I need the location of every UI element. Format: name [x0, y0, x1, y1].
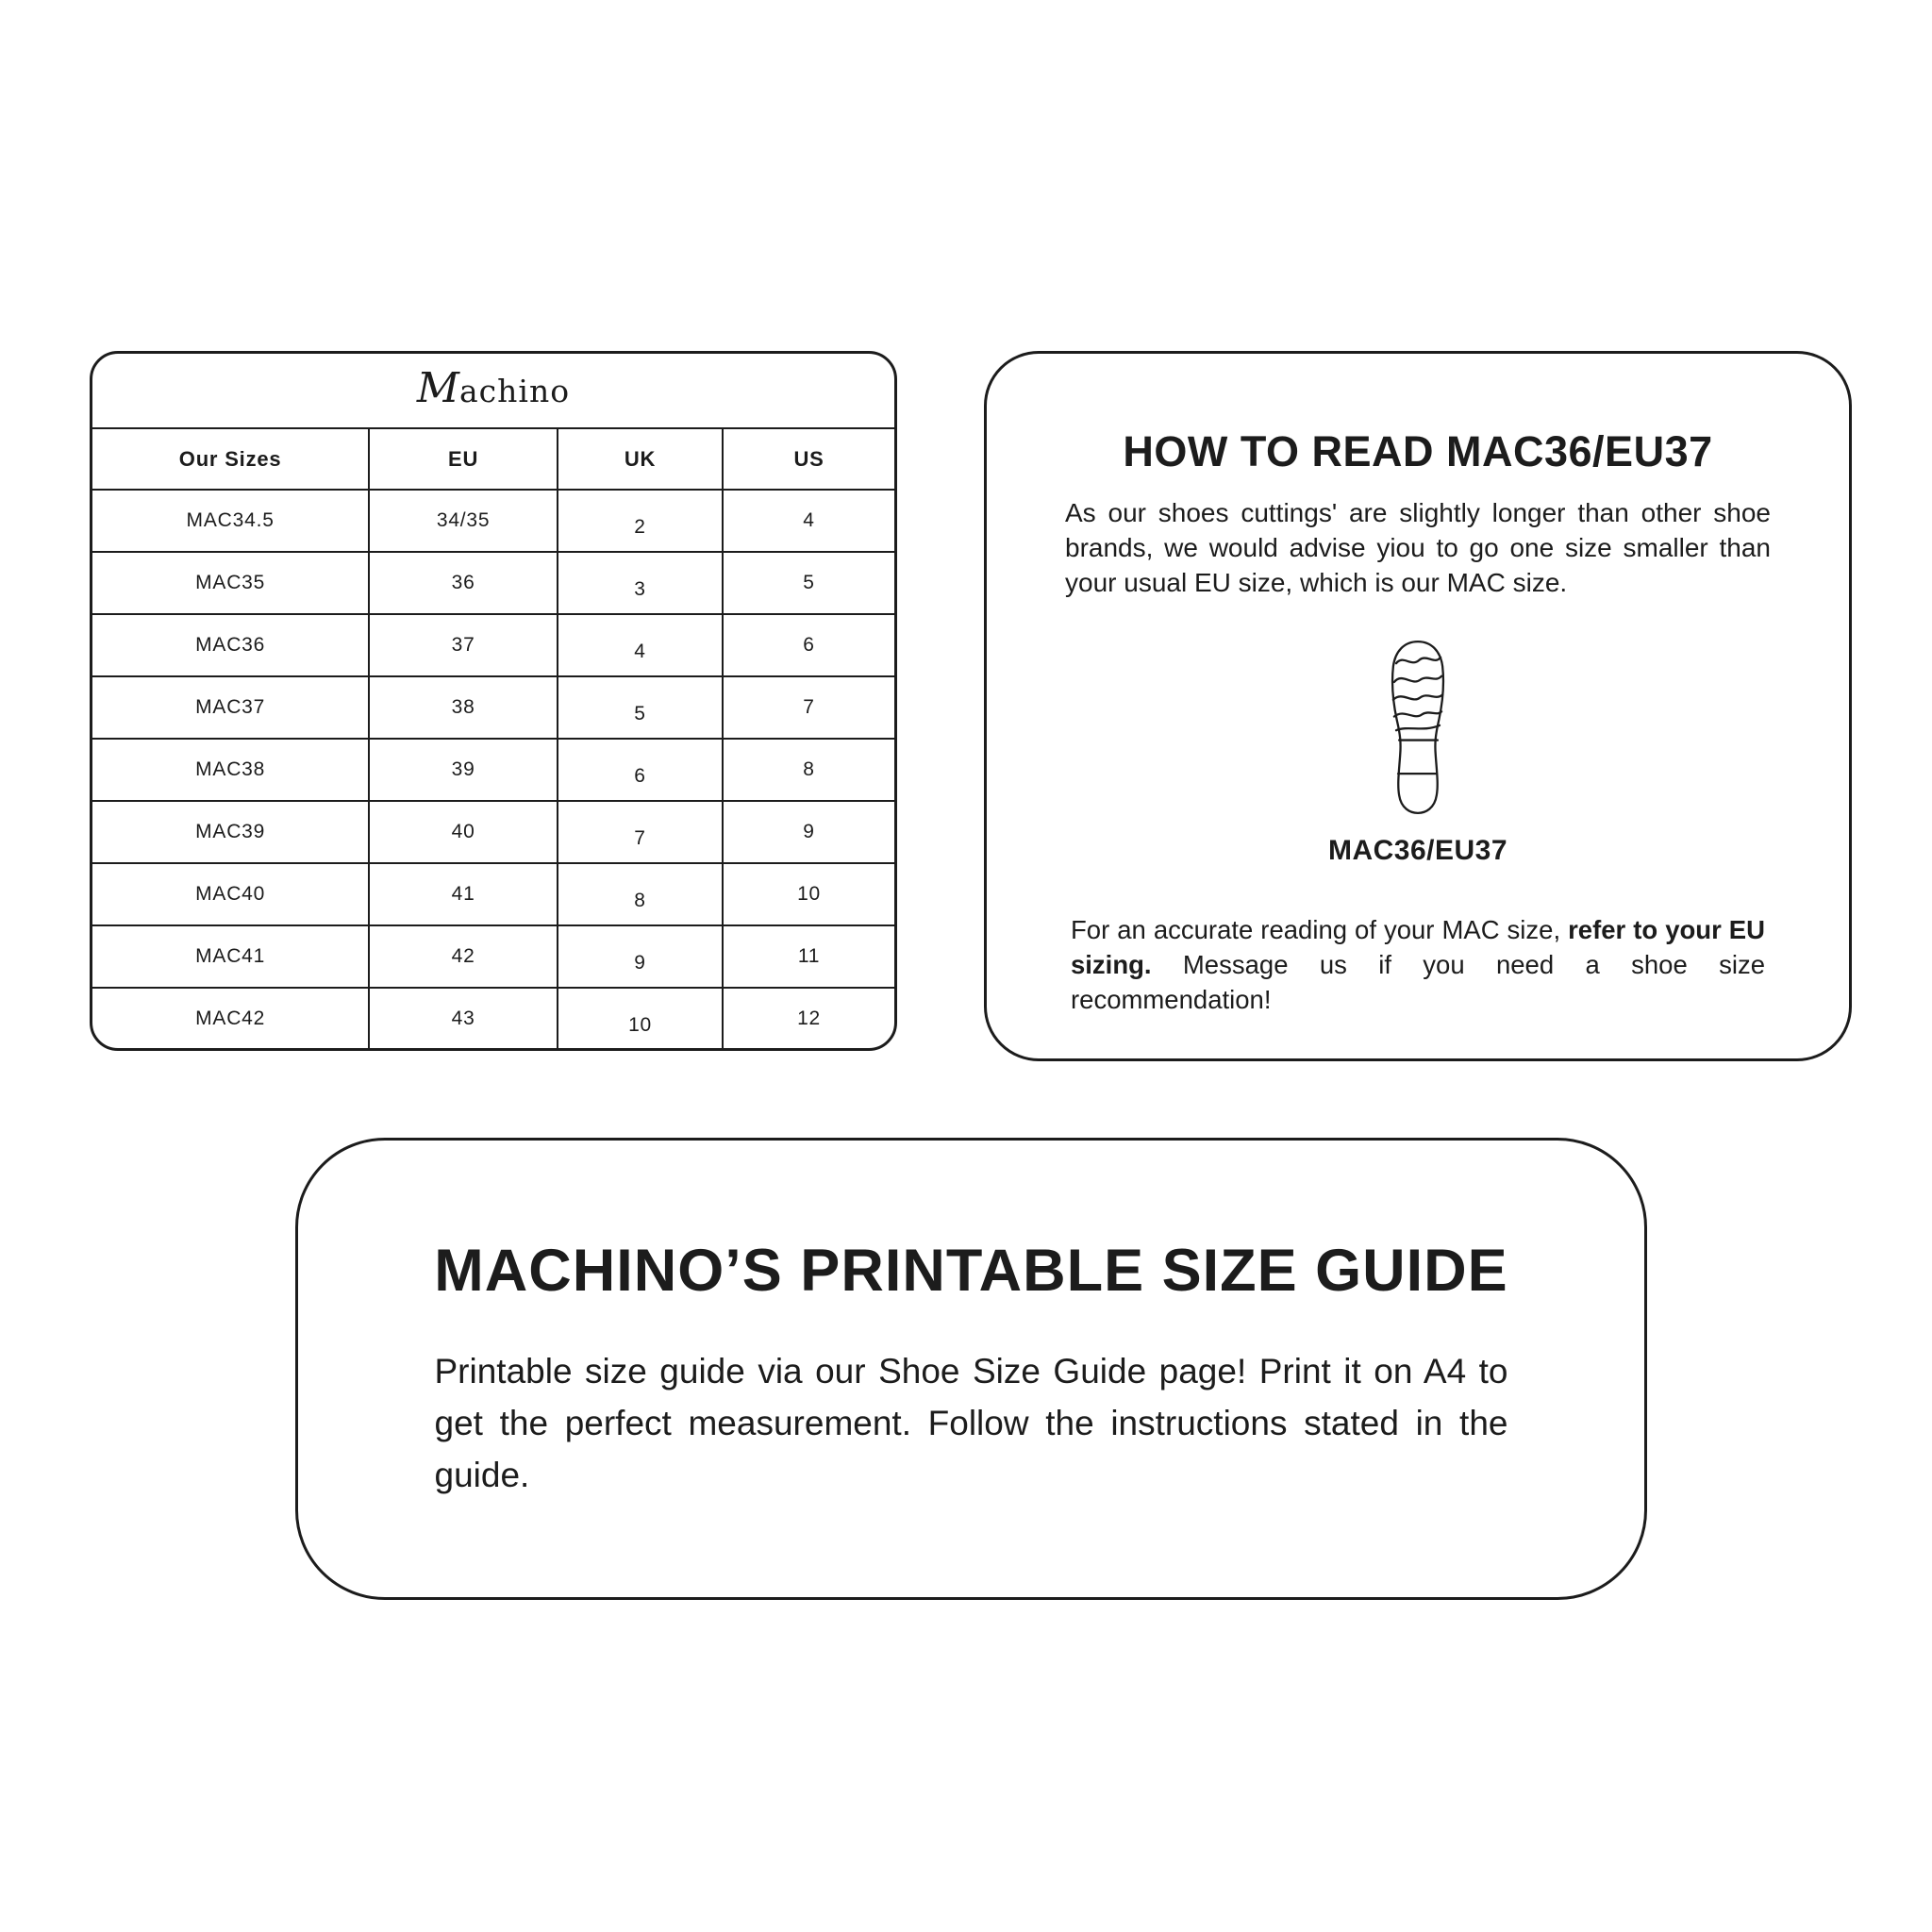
cell-uk-size: 7 [558, 801, 723, 863]
cell-mac-size: MAC42 [92, 988, 369, 1048]
shoe-sole-icon [1382, 639, 1454, 816]
cell-uk-size: 6 [558, 739, 723, 801]
cell-uk-size: 2 [558, 490, 723, 552]
size-chart-card [90, 351, 897, 1051]
cell-us-size: 4 [723, 490, 894, 552]
brand-logo-rest: achino [458, 372, 571, 409]
footer-text: Message us if you need a shoe size recommendation! [1071, 949, 1765, 1014]
table-row [92, 863, 894, 925]
table-row [92, 614, 894, 676]
printable-guide-card [295, 1138, 1647, 1600]
cell-us-size: 6 [723, 614, 894, 676]
brand-logo [416, 363, 571, 412]
cell-eu-size: 37 [369, 614, 558, 676]
column-header-uk: UK [558, 429, 723, 490]
cell-us-size: 5 [723, 552, 894, 614]
cell-mac-size: MAC37 [92, 676, 369, 739]
how-to-read-paragraph: As our shoes cuttings' are slightly longer than other shoe brands, we would advise yiou to go one size smaller than your usual EU size, which is our MAC size. [1065, 498, 1771, 598]
cell-us-size: 10 [723, 863, 894, 925]
cell-uk-size: 10 [558, 988, 723, 1048]
cell-mac-size: MAC39 [92, 801, 369, 863]
cell-uk-size: 5 [558, 676, 723, 739]
brand-logo-initial: M [416, 363, 460, 412]
cell-eu-size: 39 [369, 739, 558, 801]
cell-uk-size: 4 [558, 614, 723, 676]
brand-logo-row [92, 354, 894, 429]
cell-eu-size: 41 [369, 863, 558, 925]
cell-mac-size: MAC38 [92, 739, 369, 801]
table-row [92, 988, 894, 1048]
printable-guide-title: MACHINO’S PRINTABLE SIZE GUIDE [434, 1238, 1508, 1304]
cell-mac-size: MAC40 [92, 863, 369, 925]
cell-uk-size: 3 [558, 552, 723, 614]
cell-mac-size: MAC36 [92, 614, 369, 676]
cell-us-size: 9 [723, 801, 894, 863]
cell-us-size: 7 [723, 676, 894, 739]
column-header-our-sizes: Our Sizes [92, 429, 369, 490]
printable-guide-paragraph: Printable size guide via our Shoe Size Guide page! Print it on A4 to get the perfect measurement. Follow the instructions stated in the guide. [434, 1352, 1508, 1494]
cell-eu-size: 43 [369, 988, 558, 1048]
table-header-row [92, 429, 894, 490]
cell-mac-size: MAC34.5 [92, 490, 369, 552]
sole-size-label: MAC36/EU37 [1327, 834, 1508, 866]
table-row [92, 925, 894, 988]
cell-mac-size: MAC35 [92, 552, 369, 614]
table-row [92, 801, 894, 863]
cell-eu-size: 42 [369, 925, 558, 988]
cell-eu-size: 38 [369, 676, 558, 739]
table-row [92, 490, 894, 552]
how-to-read-footer [1071, 912, 1765, 1017]
how-to-read-card [984, 351, 1852, 1061]
cell-us-size: 8 [723, 739, 894, 801]
cell-eu-size: 34/35 [369, 490, 558, 552]
column-header-us: US [723, 429, 894, 490]
cell-mac-size: MAC41 [92, 925, 369, 988]
table-row [92, 739, 894, 801]
table-row [92, 552, 894, 614]
size-conversion-table [92, 429, 894, 1048]
how-to-read-title: HOW TO READ MAC36/EU37 [1123, 427, 1713, 475]
cell-us-size: 12 [723, 988, 894, 1048]
cell-uk-size: 8 [558, 863, 723, 925]
footer-bold-text: refer to your EU sizing. [1071, 914, 1765, 979]
footer-text: For an accurate reading of your MAC size, [1071, 914, 1569, 944]
cell-us-size: 11 [723, 925, 894, 988]
cell-uk-size: 9 [558, 925, 723, 988]
column-header-eu: EU [369, 429, 558, 490]
cell-eu-size: 36 [369, 552, 558, 614]
table-row [92, 676, 894, 739]
cell-eu-size: 40 [369, 801, 558, 863]
